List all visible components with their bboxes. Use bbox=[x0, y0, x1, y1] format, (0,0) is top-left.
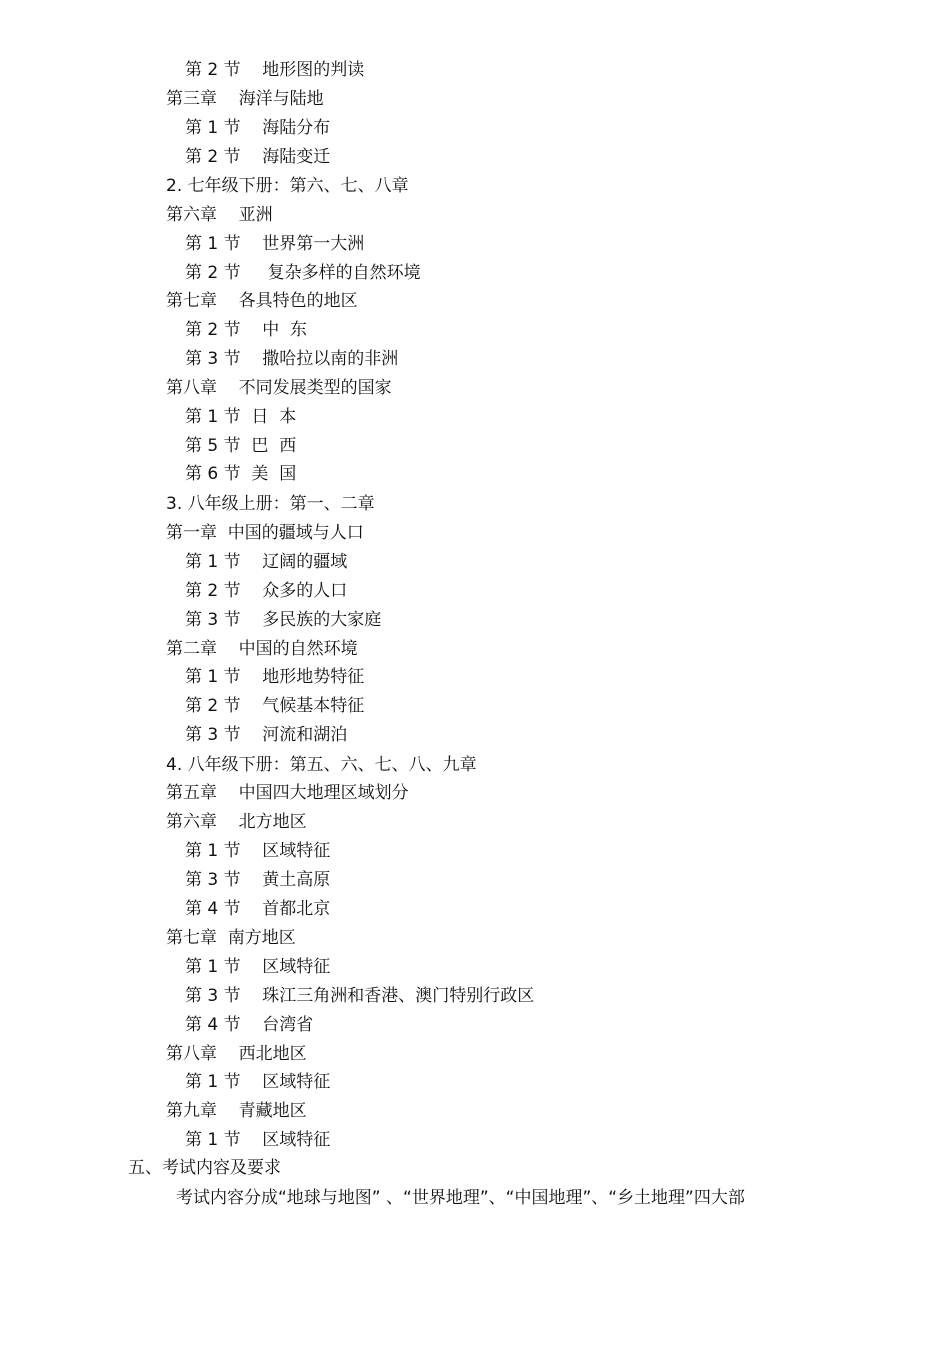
chapter-heading: 第六章 亚洲 bbox=[166, 205, 273, 225]
chapter-heading: 第九章 青藏地区 bbox=[166, 1101, 307, 1121]
section-heading: 第 1 节 辽阔的疆域 bbox=[185, 552, 348, 572]
section-heading: 第 2 节 中 东 bbox=[185, 320, 308, 340]
chapter-heading: 第七章 南方地区 bbox=[166, 928, 296, 948]
section-heading: 第 2 节 众多的人口 bbox=[185, 581, 348, 601]
section-heading: 第 1 节 海陆分布 bbox=[185, 118, 331, 138]
section-heading: 第 2 节 气候基本特征 bbox=[185, 696, 365, 716]
chapter-heading: 第八章 不同发展类型的国家 bbox=[166, 378, 392, 398]
grade-heading: 3. 八年级上册：第一、二章 bbox=[166, 494, 375, 514]
section-heading: 第 4 节 首都北京 bbox=[185, 899, 331, 919]
chapter-heading: 第八章 西北地区 bbox=[166, 1044, 307, 1064]
section-heading: 第 2 节 海陆变迁 bbox=[185, 147, 331, 167]
grade-heading: 2. 七年级下册：第六、七、八章 bbox=[166, 176, 409, 196]
section-heading: 第 6 节 美 国 bbox=[185, 464, 297, 484]
chapter-heading: 第三章 海洋与陆地 bbox=[166, 89, 324, 109]
section-heading: 第 1 节 区域特征 bbox=[185, 957, 331, 977]
section-heading: 第 2 节 复杂多样的自然环境 bbox=[185, 263, 421, 283]
part-heading: 五、考试内容及要求 bbox=[128, 1158, 281, 1178]
section-heading: 第 3 节 黄土高原 bbox=[185, 870, 331, 890]
chapter-heading: 第六章 北方地区 bbox=[166, 812, 307, 832]
section-heading: 第 2 节 地形图的判读 bbox=[185, 60, 365, 80]
grade-heading: 4. 八年级下册：第五、六、七、八、九章 bbox=[166, 755, 477, 775]
chapter-heading: 第五章 中国四大地理区域划分 bbox=[166, 783, 409, 803]
section-heading: 第 1 节 世界第一大洲 bbox=[185, 234, 365, 254]
section-heading: 第 1 节 区域特征 bbox=[185, 841, 331, 861]
section-heading: 第 3 节 珠江三角洲和香港、澳门特别行政区 bbox=[185, 986, 535, 1006]
body-paragraph: 考试内容分成“地球与地图” 、“世界地理”、“中国地理”、“乡土地理”四大部 bbox=[176, 1188, 745, 1208]
section-heading: 第 1 节 日 本 bbox=[185, 407, 297, 427]
section-heading: 第 3 节 河流和湖泊 bbox=[185, 725, 348, 745]
section-heading: 第 1 节 区域特征 bbox=[185, 1072, 331, 1092]
section-heading: 第 3 节 撒哈拉以南的非洲 bbox=[185, 349, 399, 369]
section-heading: 第 1 节 区域特征 bbox=[185, 1130, 331, 1150]
chapter-heading: 第二章 中国的自然环境 bbox=[166, 639, 358, 659]
section-heading: 第 1 节 地形地势特征 bbox=[185, 667, 365, 687]
section-heading: 第 4 节 台湾省 bbox=[185, 1015, 314, 1035]
section-heading: 第 3 节 多民族的大家庭 bbox=[185, 610, 382, 630]
section-heading: 第 5 节 巴 西 bbox=[185, 436, 297, 456]
chapter-heading: 第一章 中国的疆域与人口 bbox=[166, 523, 364, 543]
chapter-heading: 第七章 各具特色的地区 bbox=[166, 291, 358, 311]
